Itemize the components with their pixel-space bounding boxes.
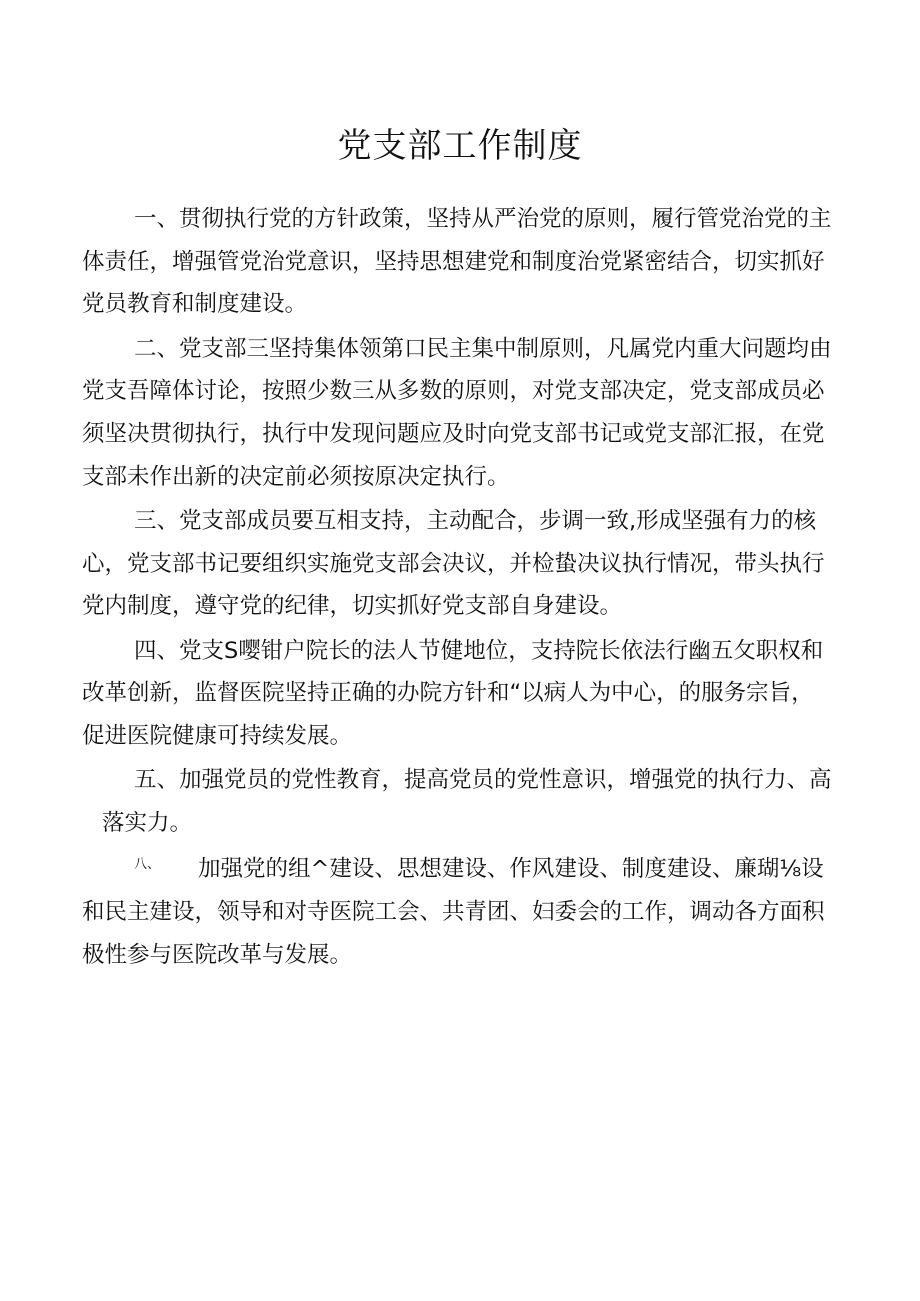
paragraph-6-line-1: 加强党的组^建设、思想建设、作风建设、制度建设、廉瑚⅛设 <box>198 856 824 882</box>
paragraph-3-line-3: 党内制度，遵守党的纪律，切实抓好党支部自身建设。 <box>82 593 623 619</box>
page-title: 党支部工作制度 <box>337 126 583 166</box>
paragraph-2-line-2: 党支吾障体讨论，按照少数三从多数的原则，对党支部决定，党支部成员必 <box>82 378 825 404</box>
paragraph-5-line-1: 五、加强党员的党性教育，提高党员的党性意识，增强党的执行力、高 <box>134 767 832 793</box>
paragraph-1-line-1: 一、贯彻执行党的方针政策，坚持从严治党的原则，履行管党治党的主 <box>134 206 832 232</box>
paragraph-4-line-3: 促进医院健康可持续发展。 <box>82 723 353 749</box>
paragraph-2-line-4: 支部未作出新的决定前必须按原决定执行。 <box>82 464 510 490</box>
paragraph-2-line-1: 二、党支部三坚持集体领第口民主集中制原则，凡属党内重大问题均由 <box>134 336 832 362</box>
paragraph-3-line-2: 心，党支部书记要组织实施党支部会决议，并检蛰决议执行情况，带头执行 <box>82 551 825 577</box>
paragraph-1-line-3: 党员教育和制度建设。 <box>82 291 308 317</box>
paragraph-4-line-1: 四、党支S嘤钳户院长的法人节健地位，支持院长依法行幽五攵职权和 <box>134 638 824 664</box>
paragraph-2-line-3: 须坚决贯彻执行，执行中发现问题应及时向党支部书记或党支部汇报，在党 <box>82 421 825 447</box>
paragraph-5-line-2: 落实力。 <box>102 810 193 836</box>
paragraph-3-line-1: 三、党支部成员要互相支持，主动配合，步调一致,形成坚强有力的核 <box>134 508 817 534</box>
paragraph-4-line-2: 改革创新，监督医院坚持正确的办院方针和“以病人为中心，的服务宗旨， <box>82 680 814 706</box>
paragraph-6-marker: 八、 <box>134 857 161 872</box>
paragraph-6-line-3: 极性参与医院改革与发展。 <box>82 942 353 968</box>
paragraph-1-line-2: 体责任，增强管党治党意识，坚持思想建党和制度治党紧密结合，切实抓好 <box>82 249 825 275</box>
paragraph-6-line-2: 和民主建设，领导和对寺医院工会、共青团、妇委会的工作，调动各方面积 <box>82 899 825 925</box>
